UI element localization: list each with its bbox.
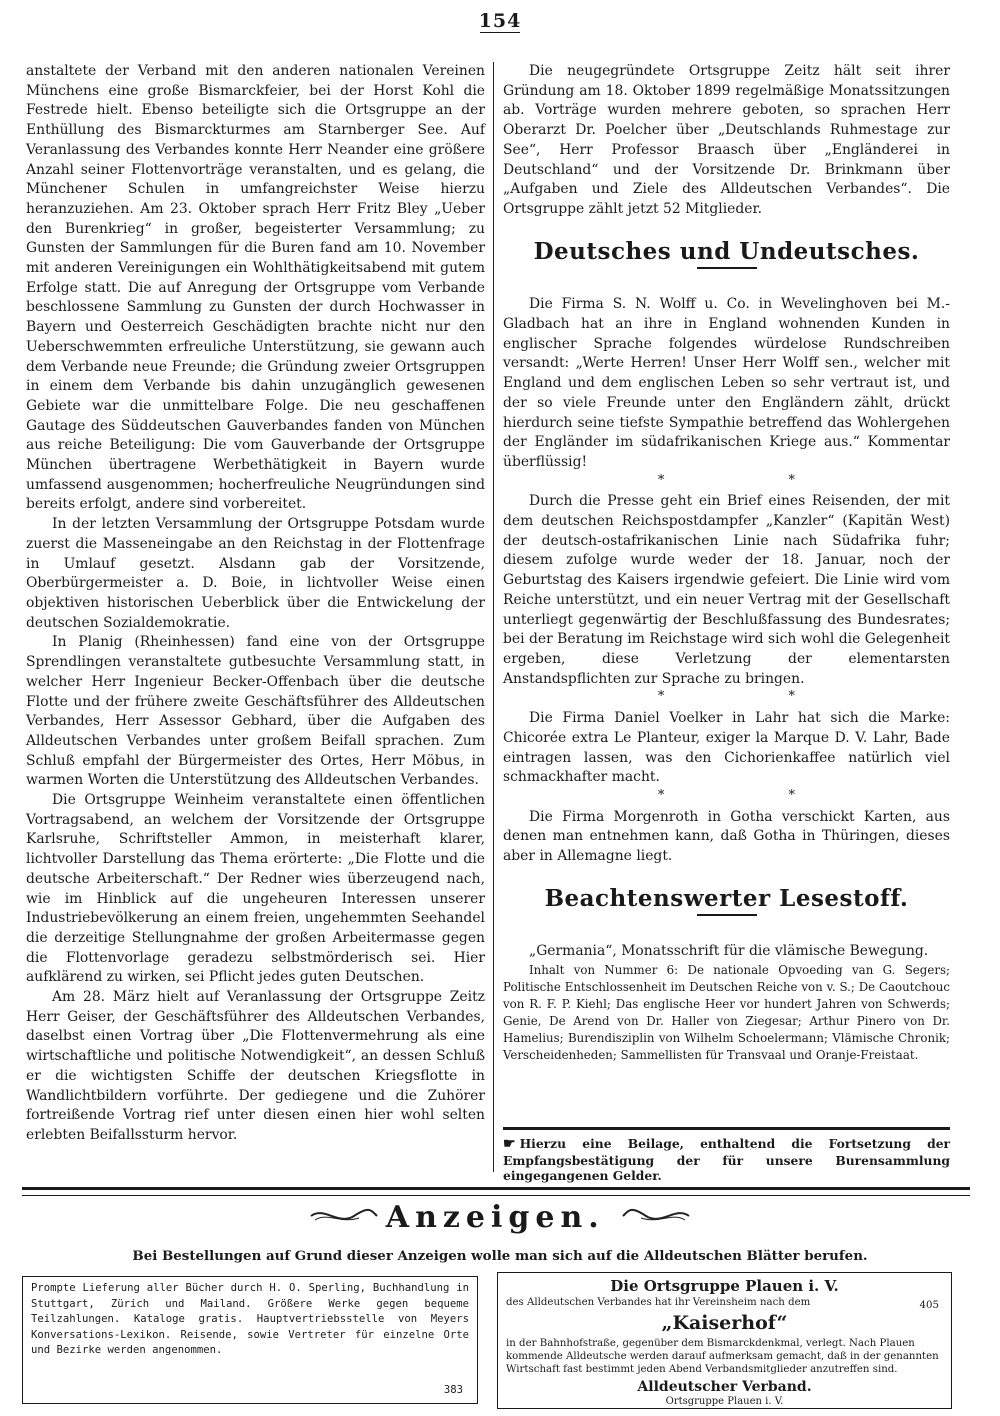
separator-stars: * * [657,472,856,488]
article-paragraph: anstaltete der Verband mit den anderen nationalen Vereinen Münchens eine große Bismarckfeier, bei der Horst Kohl die Festrede hielt. Ebenso beteiligte sich die Ortsgruppe an der Enthüllung des Bismarckturmes am Starnberger See. Auf Veranlassung des Verbandes konnte Herr Neander eine größere Anzahl seiner Flottenvorträge veranstalten, und es gelang, die Münchener Schulen in umfangreichster Weise hierzu heranzuziehen. Am 23. Oktober sprach Herr Fritz Bley „Ueber den Burenkrieg“ in großer, begeisterter Versammlung; zu Gunsten der Sammlungen für die Buren fand am 10. November mit anderen Vereinigungen ein Wohlthätigkeitsabend mit gutem Erfolge statt. Die auf Anregung der Ortsgruppe vom Verbande beschlossene Sammlung zu Gunsten der durch Hochwasser in Bayern und Oesterreich Geschädigten brachte nicht nur den Ueberschwemmten erfreuliche Unterstützung, sie gewann auch dem Verbande neue Freunde; die Gründung zweier Ortsgruppen in einem dem Verbande bis dahin unzugänglich gewesenen Gebiete war die unmittelbare Folge. Die neu geschaffenen Gautage des Süddeutschen Gauverbandes fanden von München aus reiche Beteiligung: Die vom Gauverbande der Ortsgruppe München übertragene Werbethätigkeit in Bayern wurde umfassend ausgenommen; hocherfreuliche Neugründungen sind bereits erfolgt, andere sind vorbereitet. [26,63,485,513]
column-divider [493,62,494,1172]
supplement-notice-text: Hierzu eine Beilage, enthaltend die Fortsetzung der Empfangsbestätigung der für unsere Burensammlung eingegangenen Gelder. [503,1136,950,1183]
article-paragraph: In Planig (Rheinhessen) fand eine von der Ortsgruppe Sprendlingen veranstaltete gutbesuchte Versammlung statt, in welcher Herr Ingenieur Becker-Offenbach über die deutsche Flotte und der frühere zweite Geschäftsführer des Alldeutschen Verbandes, Herr Assessor Gebhard, über die Aufgaben des Alldeutschen Verbandes unter großem Beifall sprachen. Zum Schluß empfahl der Bürgermeister des Ortes, Herr Möbus, in warmen Worten die Unterstützung des Alldeutschen Verbandes. [26,634,485,789]
ads-divider-rule [22,1187,970,1196]
article-paragraph: Die neugegründete Ortsgruppe Zeitz hält seit ihrer Gründung am 18. Oktober 1899 regelmäßige Monatssitzungen ab. Vorträge wurden mehrere geboten, so sprachen Herr Oberarzt Dr. Poelcher über „Deutschlands Ruhmestage zur See“, Herr Professor Braasch über „Engländerei in Deutschland“ und der Vorsitzende Dr. Brinkmann über „Aufgaben und Ziele des Alldeutschen Verbandes“. Die Ortsgruppe zählt jetzt 52 Mitglieder. [503,63,950,217]
advertisement-bookseller [22,1276,478,1404]
heading-rule [697,914,757,916]
news-item: Die Firma Daniel Voelker in Lahr hat sich die Marke: Chicorée extra Le Planteur, exiger la Marque D. V. Lahr, Bade eintragen lassen, was den Cichorienkaffee natürlich viel schmackhafter macht. [503,710,950,786]
section-heading [503,884,950,917]
separator-stars: * * [657,689,856,705]
separator-stars: * * [657,787,856,803]
ads-notice: Bei Bestellungen auf Grund dieser Anzeigen wolle man sich auf die Alldeutschen Blätter berufen. [132,1248,868,1264]
advertisement-number: 405 [919,1300,939,1311]
page-number [0,10,1000,33]
literature-subtitle: „Germania“, Monatsschrift für die vlämische Bewegung. [529,943,929,960]
flourish-right-icon [621,1207,691,1232]
flourish-left-icon [309,1207,386,1232]
supplement-notice [503,1127,950,1184]
pointing-hand-icon: ☛ [503,1136,516,1152]
advertisement-text: Prompte Lieferung aller Bücher durch H. O. Sperling, Buchhandlung in Stuttgart, Zürich und Mailand. Größere Werke gegen bequeme Teilzahlungen. Kataloge gratis. Hauptvertriebsstelle von Meyers Konversations-Lexikon. Reisende, sowie Vertreter für einzelne Orte und Bezirke werden angenommen. [31,1282,469,1357]
section-heading [503,237,950,270]
advertisement-number: 383 [443,1384,463,1397]
advertisement-signature: Alldeutscher Verband. [637,1379,812,1395]
advertisement-signature-sub: Ortsgruppe Plauen i. V. [665,1396,784,1407]
news-item: Die Firma S. N. Wolff u. Co. in Wevelinghoven bei M.-Gladbach hat an ihre in England wohnenden Kunden in englischer Sprache folgendes würdelose Rundschreiben versandt: „Werte Herren! Unser Herr Wolff sen., welcher mit England und dem englischen Leben so sehr vertraut ist, und der so viele Freunde unter den Engländern zählt, drückt hierdurch seine tiefste Sympathie betreffend das Wohlergehen der Engländer im südafrikanischen Kriege aus.“ Kommentar überflüssig! [503,296,950,470]
literature-contents: Inhalt von Nummer 6: De nationale Opvoeding van G. Segers; Politische Entschlossenheit im Deutschen Reiche von v. S.; De Caoutchouc von R. F. P. Kiehl; Das englische Heer vor hundert Jahren von Schwerds; Genie, De Arend von Dr. Haller von Ziegesar; Arthur Pinero von Dr. Hamelius; Burendisziplin von Wilhelm Schoelermann; Vlämische Chronik; Verscheidenheden; Sammellisten für Transvaal und Oranje-Freistaat. [503,963,950,1063]
article-paragraph: Am 28. März hielt auf Veranlassung der Ortsgruppe Zeitz Herr Geiser, der Geschäftsführer des Alldeutschen Verbandes, daselbst einen Vortrag über „Die Flottenvermehrung als eine wirtschaftliche und politische Notwendigkeit“, an dessen Schluß er die wichtigsten Schiffe der deutschen Kriegsflotte in Wandlichtbildern vorführte. Der gediegene und die Zuhörer fortreißende Vortrag rief unter diesen einen hier wohl selten erlebten Beifallssturm hervor. [26,989,485,1143]
news-item: Die Firma Morgenroth in Gotha verschickt Karten, aus denen man entnehmen kann, daß Gotha in Thüringen, dieses aber in Allemagne liegt. [503,808,950,865]
section-heading-text: Beachtenswerter Lesestoff. [544,884,909,912]
ads-title-text: Anzeigen. [385,1200,605,1235]
ads-title [0,1200,1000,1235]
advertisement-plauen [497,1272,952,1409]
advertisement-line: des Alldeutschen Verbandes hat ihr Vereinsheim nach dem [506,1297,811,1308]
section-heading-text: Deutsches und Undeutsches. [533,237,920,265]
page-number-rule [480,32,520,33]
right-column [503,62,950,1122]
article-paragraph: In der letzten Versammlung der Ortsgruppe Potsdam wurde zuerst die Masseneingabe an den Reichstag in der Flottenfrage in Umlauf gesetzt. Alsdann gab der Vorsitzende, Oberbürgermeister a. D. Boie, in lichtvoller Weise einen objektiven historischen Ueberblick über die Entwickelung der deutschen Sozialdemokratie. [26,516,485,631]
left-column [26,62,485,1170]
news-item: Durch die Presse geht ein Brief eines Reisenden, der mit dem deutschen Reichspostdampfer „Kanzler“ (Kapitän West) der deutsch-ostafrikanischen Linie nach Südafrika fuhr; diesem zufolge wurde weder der 18. Januar, noch der Geburtstag des Kaisers irgendwie gefeiert. Die Linie wird vom Reiche unterstützt, und ein neuer Vertrag mit der Gesellschaft unterliegt gegenwärtig der Beschlußfassung des Bundesrates; bei der Beratung im Reichstage wird sich wohl die Gelegenheit ergeben, diese Verletzung der elementarsten Anstandspflichten zur Sprache zu bringen. [503,493,950,687]
page-number-text: 154 [478,10,522,32]
heading-rule [697,267,757,269]
advertisement-headline: Die Ortsgruppe Plauen i. V. [610,1277,839,1295]
article-paragraph: Die Ortsgruppe Weinheim veranstaltete einen öffentlichen Vortragsabend, an welchem der Vorsitzende der Ortsgruppe Karlsruhe, Schriftsteller Ammon, in meisterhaft klarer, lichtvoller Darstellung das Thema erörterte: „Die Flotte und die deutsche Arbeiterschaft.“ Der Redner wies überzeugend nach, wie im Hinblick auf die ungeheuren Interessen unserer Industriebevölkerung an einem freien, ungehemmten Seehandel die derzeitige Stellungnahme der großen Arbeitermasse gegen die Flottenvorlage geradezu selbstmörderisch sei. Hier aufklärend zu wirken, sei Pflicht jedes guten Deutschen. [26,792,485,986]
advertisement-line: in der Bahnhofstraße, gegenüber dem Bismarckdenkmal, verlegt. Nach Plauen kommende Alldeutsche werden darauf aufmerksam gemacht, daß in der genannten Wirtschaft fast bestimmt jeden Abend Verbandsmitglieder anzutreffen sind. [506,1338,939,1375]
advertisement-hotel-name: „Kaiserhof“ [661,1312,788,1334]
